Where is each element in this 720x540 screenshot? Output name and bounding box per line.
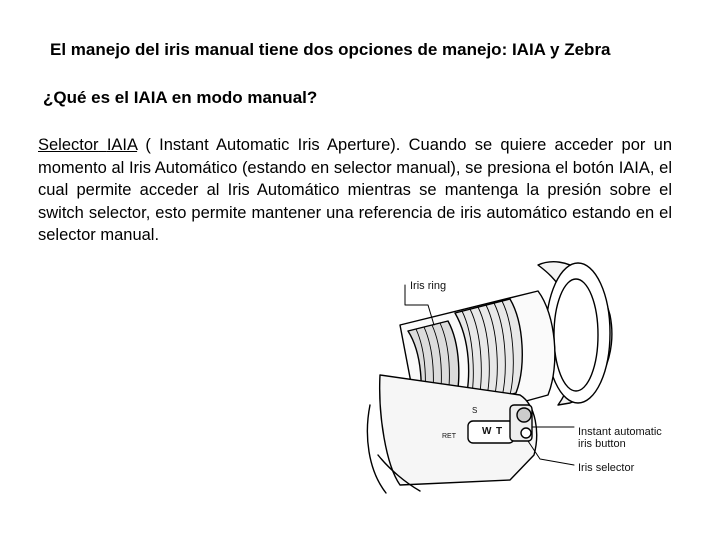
- label-instant-button-2: iris button: [578, 438, 626, 450]
- s-mark: S: [472, 406, 478, 415]
- iaia-acronym: IAIA: [106, 136, 138, 154]
- lens-illustration: [360, 255, 700, 500]
- selector-word: Selector: [38, 136, 99, 154]
- description-paragraph: [38, 134, 672, 247]
- paragraph-body: ( Instant Automatic Iris Aperture). Cuando se quiere acceder por un momento al Iris Automático (estando en selector manual), se presiona el botón IAIA, el cual permite acceder al Iris Automático mientras se mantenga la presión sobre el switch selector, esto permite mantener una referencia de iris automático estando en el selector manual.: [38, 136, 672, 244]
- slide-title: El manejo del iris manual tiene dos opciones de manejo: IAIA y Zebra: [50, 40, 611, 59]
- ret-mark: RET: [442, 433, 456, 440]
- label-iris-selector: Iris selector: [578, 462, 635, 474]
- underline-gap: [99, 136, 107, 154]
- switch-t-mark: T: [496, 426, 503, 437]
- switch-w-mark: W: [482, 426, 492, 437]
- section-question: ¿Qué es el IAIA en modo manual?: [43, 88, 318, 107]
- label-iris-ring: Iris ring: [410, 280, 447, 292]
- hood-rim: [546, 263, 610, 403]
- iris-button-knob: [517, 408, 531, 422]
- label-instant-button-1: Instant automatic: [578, 426, 662, 438]
